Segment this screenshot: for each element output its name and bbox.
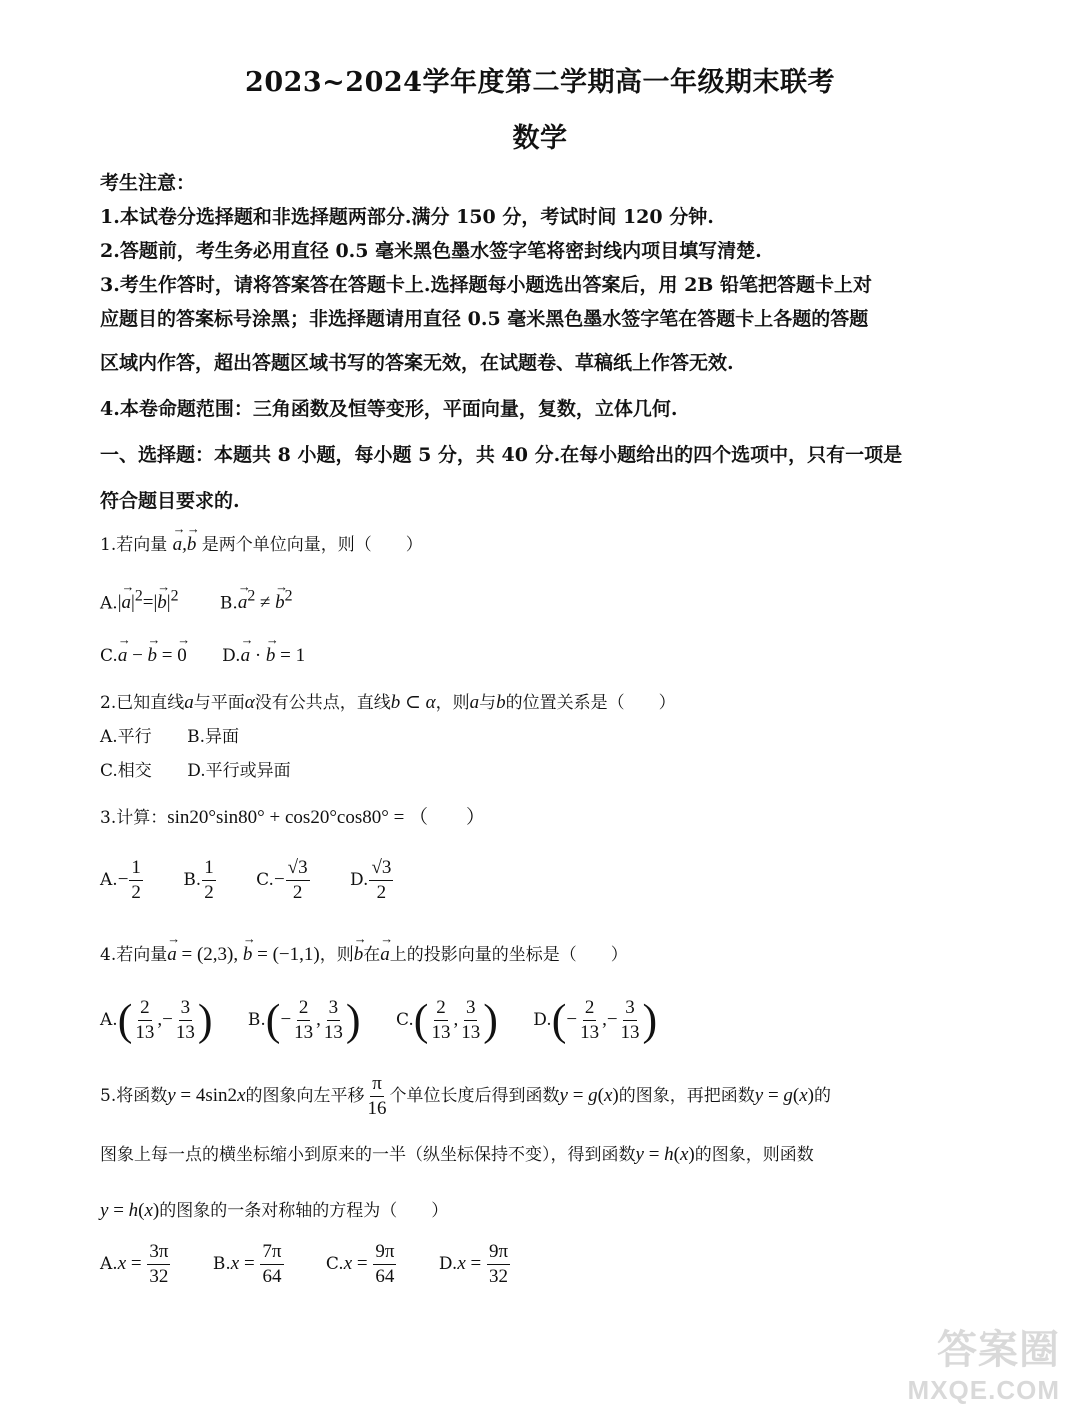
watermark-logo: 答案圈 MXQE.COM [907, 1328, 1060, 1405]
q2-option-b: B.异面 [187, 727, 239, 747]
question-1-stem [100, 530, 423, 556]
q4-option-c: C.( $\frac{2}{13}$ , $\frac{3}{13}$ ) [395, 995, 498, 1045]
q5-option-c: C.x = $\frac{9\pi}{64}$ [325, 1241, 395, 1287]
exam-title: 2023~2024学年度第二学期高一年级期末联考 [245, 67, 835, 98]
q1-option-d: D.→ a · → b = 1 [222, 645, 305, 667]
q5-option-b: B.x = $\frac{7\pi}{64}$ [212, 1241, 282, 1287]
q1-vectors: → a,→ b [173, 534, 197, 555]
q3-option-d: D. $\frac{√3}{2}$ [350, 857, 392, 903]
notice-heading: 考生注意： [100, 172, 196, 194]
q3-expression: sin20°sin80° + cos20°cos80° = （ ） [167, 807, 486, 828]
question-2-options-ab [100, 722, 239, 747]
q4-option-b: B.(− $\frac{2}{13}$ , $\frac{3}{13}$ ) [247, 995, 361, 1045]
question-1-options-cd [100, 645, 305, 667]
question-5-line-1: 5.将函数y = 4sin2x的图象向左平移 $\frac{\pi}{16}$ 个单位长度后得到函数y = g(x)的图象，再把函数y = g(x)的 [100, 1073, 831, 1119]
question-3-stem: 3.计算：sin20°sin80° + cos20°cos80° = （ ） [100, 807, 486, 828]
question-5-line-3: y = h(x)的图象的一条对称轴的方程为（ ） [100, 1200, 449, 1221]
question-2-stem: 2.已知直线a与平面α没有公共点，直线b ⊂ α，则a与b的位置关系是（ ） [100, 692, 676, 713]
q1-text-b: 是两个单位向量，则（ ） [201, 535, 423, 555]
notice-item-3-cont2: 区域内作答，超出答题区域书写的答案无效，在试题卷、草稿纸上作答无效. [100, 352, 734, 374]
q5-option-a: A.x = $\frac{3\pi}{32}$ [100, 1241, 169, 1287]
q5-option-d: D.x = $\frac{9\pi}{32}$ [438, 1241, 509, 1287]
subject-title: 数学 [512, 123, 568, 154]
notice-item-3: 3.考生作答时，请将答案答在答题卡上.选择题每小题选出答案后，用 2B 铅笔把答题卡上对 [100, 274, 872, 296]
question-4-options [100, 996, 657, 1045]
question-3-options [100, 856, 394, 905]
q2-option-a: A.平行 [100, 727, 152, 747]
q3-option-b: B. $\frac{1}{2}$ [183, 857, 214, 903]
question-4-stem: 4.若向量→ a = (2,3), → b = (−1,1)，则→ b在→ a上的投影向量的坐标是（ ） [100, 940, 628, 966]
q1-option-a: $A.|\to a|^2=|\to b|^2$ [100, 588, 179, 614]
section-heading-cont: 符合题目要求的. [100, 490, 240, 512]
q3-option-a: A.− $\frac{1}{2}$ [100, 857, 141, 903]
question-2-options-cd [100, 756, 291, 781]
q2-option-d: D.平行或异面 [187, 761, 291, 781]
notice-item-3-cont1: 应题目的答案标号涂黑；非选择题请用直径 0.5 毫米黑色墨水签字笔在答题卡上各题的答题 [100, 308, 869, 330]
q4-option-a: A.( $\frac{2}{13}$ ,− $\frac{3}{13}$ ) [100, 995, 213, 1045]
section-heading: 一、选择题：本题共 8 小题，每小题 5 分，共 40 分.在每小题给出的四个选项中，只有一项是 [100, 444, 903, 466]
question-1-options-ab [100, 588, 293, 614]
q1-option-c: C.→ a − → b = → 0 [100, 645, 187, 667]
q2-option-c: C.相交 [100, 761, 152, 781]
q1-option-b: $B.\to a^2$ ≠ → $b^2$ [220, 588, 293, 614]
notice-item-2: 2.答题前，考生务必用直径 0.5 毫米黑色墨水签字笔将密封线内项目填写清楚. [100, 240, 762, 262]
notice-item-4: 4.本卷命题范围：三角函数及恒等变形，平面向量，复数，立体几何. [100, 398, 678, 420]
notice-item-1: 1.本试卷分选择题和非选择题两部分.满分 150 分，考试时间 120 分钟. [100, 206, 714, 228]
q1-text-a: 1.若向量 [100, 535, 168, 555]
q4-option-d: D.(− $\frac{2}{13}$ ,− $\frac{3}{13}$ ) [533, 995, 658, 1045]
q3-option-c: C.− $\frac{√3}{2}$ [256, 857, 308, 903]
question-5-line-2: 图象上每一点的横坐标缩小到原来的一半（纵坐标保持不变），得到函数y = h(x)的图象，则函数 [100, 1144, 814, 1165]
question-5-options [100, 1240, 511, 1289]
